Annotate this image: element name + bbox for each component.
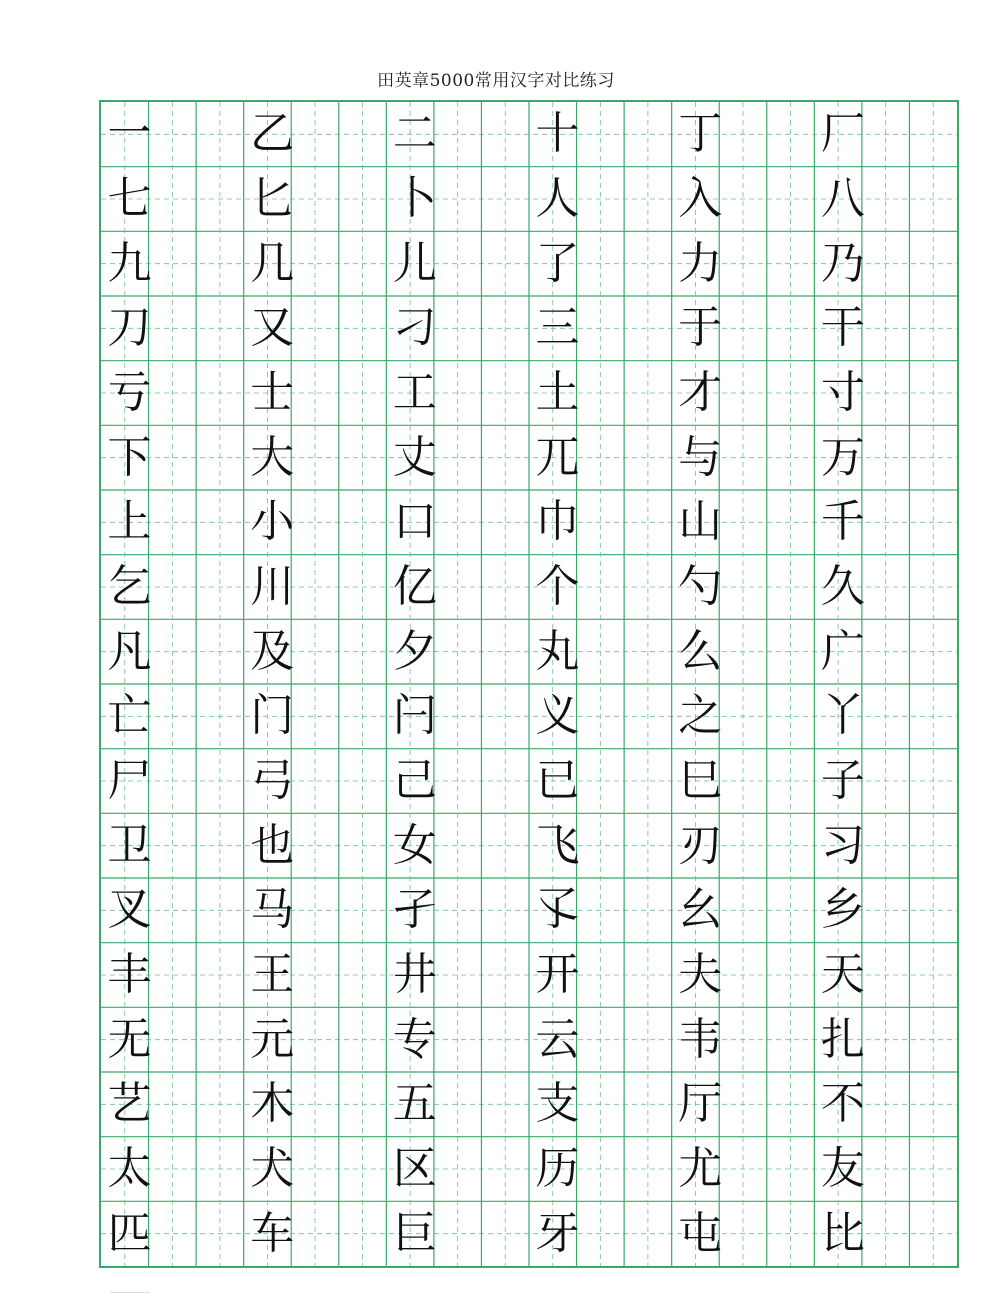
character-cell: 刃 [678, 819, 723, 871]
character-cell: 八 [820, 172, 865, 224]
character-cell: 厂 [820, 108, 865, 160]
character-cell: 乞 [107, 560, 152, 612]
character-cell: 孑 [392, 884, 437, 936]
character-cell: 匹 [107, 1207, 152, 1259]
character-cell: 十 [535, 108, 580, 160]
character-cell: 川 [250, 560, 295, 612]
character-cell: 女 [392, 819, 437, 871]
character-cell: 千 [820, 496, 865, 548]
character-cell: 尸 [107, 754, 152, 806]
character-cell: 卜 [392, 172, 437, 224]
character-cell: 夫 [678, 948, 723, 1000]
character-cell: 了 [535, 237, 580, 289]
character-cell: 寸 [820, 366, 865, 418]
character-cell: 乃 [820, 237, 865, 289]
character-cell: 干 [820, 302, 865, 354]
character-cell: 与 [678, 431, 723, 483]
character-cell: 开 [535, 948, 580, 1000]
character-cell: 友 [820, 1142, 865, 1194]
character-cell: 太 [107, 1142, 152, 1194]
character-cell: 区 [392, 1142, 437, 1194]
character-cell: 五 [392, 1078, 437, 1130]
character-cell: 土 [535, 366, 580, 418]
character-cell: 匕 [250, 172, 295, 224]
character-cell: 屯 [678, 1207, 723, 1259]
character-cell: 幺 [678, 884, 723, 936]
character-cell: 弓 [250, 754, 295, 806]
character-cell: 己 [392, 754, 437, 806]
character-cell: 兀 [535, 431, 580, 483]
character-cell: 不 [820, 1078, 865, 1130]
character-cell: 及 [250, 625, 295, 677]
footer-rule [110, 1292, 150, 1299]
character-cell: 也 [250, 819, 295, 871]
character-cell: 卫 [107, 819, 152, 871]
character-cell: 无 [107, 1013, 152, 1065]
character-cell: 比 [820, 1207, 865, 1259]
character-cell: 山 [678, 496, 723, 548]
character-cell: 元 [250, 1013, 295, 1065]
character-cell: 丈 [392, 431, 437, 483]
character-cell: 个 [535, 560, 580, 612]
character-cell: 上 [107, 496, 152, 548]
character-cell: 亏 [107, 366, 152, 418]
character-cell: 巾 [535, 496, 580, 548]
character-cell: 艺 [107, 1078, 152, 1130]
character-cell: 义 [535, 690, 580, 742]
character-cell: 专 [392, 1013, 437, 1065]
character-cell: 九 [107, 237, 152, 289]
character-cell: 天 [820, 948, 865, 1000]
character-cell: 丫 [820, 690, 865, 742]
character-cell: 厅 [678, 1078, 723, 1130]
character-cell: 于 [678, 302, 723, 354]
character-cell: 力 [678, 237, 723, 289]
character-cell: 大 [250, 431, 295, 483]
character-cell: 历 [535, 1142, 580, 1194]
character-cell: 习 [820, 819, 865, 871]
character-cell: 久 [820, 560, 865, 612]
character-cell: 才 [678, 366, 723, 418]
character-cell: 广 [820, 625, 865, 677]
character-cell: 凡 [107, 625, 152, 677]
character-cell: 犬 [250, 1142, 295, 1194]
character-cell: 亿 [392, 560, 437, 612]
character-cell: 三 [535, 302, 580, 354]
character-cell: 入 [678, 172, 723, 224]
character-cell: 乙 [250, 108, 295, 160]
character-cell: 车 [250, 1207, 295, 1259]
character-cell: 又 [250, 302, 295, 354]
character-cell: 士 [250, 366, 295, 418]
practice-grid [99, 100, 959, 1268]
character-cell: 乡 [820, 884, 865, 936]
character-cell: 口 [392, 496, 437, 548]
character-cell: 一 [107, 108, 152, 160]
character-cell: 支 [535, 1078, 580, 1130]
character-cell: 木 [250, 1078, 295, 1130]
character-cell: 扎 [820, 1013, 865, 1065]
character-cell: 飞 [535, 819, 580, 871]
character-cell: 勺 [678, 560, 723, 612]
character-cell: 人 [535, 172, 580, 224]
character-cell: 万 [820, 431, 865, 483]
character-cell: 丰 [107, 948, 152, 1000]
character-cell: 巨 [392, 1207, 437, 1259]
character-cell: 之 [678, 690, 723, 742]
character-cell: 云 [535, 1013, 580, 1065]
character-cell: 亡 [107, 690, 152, 742]
character-cell: 几 [250, 237, 295, 289]
character-cell: 闩 [392, 690, 437, 742]
character-cell: 尤 [678, 1142, 723, 1194]
character-cell: 刁 [392, 302, 437, 354]
character-cell: 叉 [107, 884, 152, 936]
character-cell: 丸 [535, 625, 580, 677]
character-cell: 马 [250, 884, 295, 936]
character-cell: 儿 [392, 237, 437, 289]
character-cell: 已 [535, 754, 580, 806]
page-title: 田英章5000常用汉字对比练习 [377, 71, 615, 91]
character-cell: 牙 [535, 1207, 580, 1259]
character-cell: 夕 [392, 625, 437, 677]
character-cell: 井 [392, 948, 437, 1000]
character-cell: 门 [250, 690, 295, 742]
character-cell: 王 [250, 948, 295, 1000]
character-cell: 下 [107, 431, 152, 483]
character-cell: 丁 [678, 108, 723, 160]
character-cell: 刀 [107, 302, 152, 354]
character-cell: 小 [250, 496, 295, 548]
character-cells [101, 102, 957, 1266]
character-cell: 工 [392, 366, 437, 418]
character-cell: 子 [820, 754, 865, 806]
character-cell: 么 [678, 625, 723, 677]
character-cell: 韦 [678, 1013, 723, 1065]
character-cell: 孓 [535, 884, 580, 936]
character-cell: 巳 [678, 754, 723, 806]
character-cell: 七 [107, 172, 152, 224]
character-cell: 二 [392, 108, 437, 160]
